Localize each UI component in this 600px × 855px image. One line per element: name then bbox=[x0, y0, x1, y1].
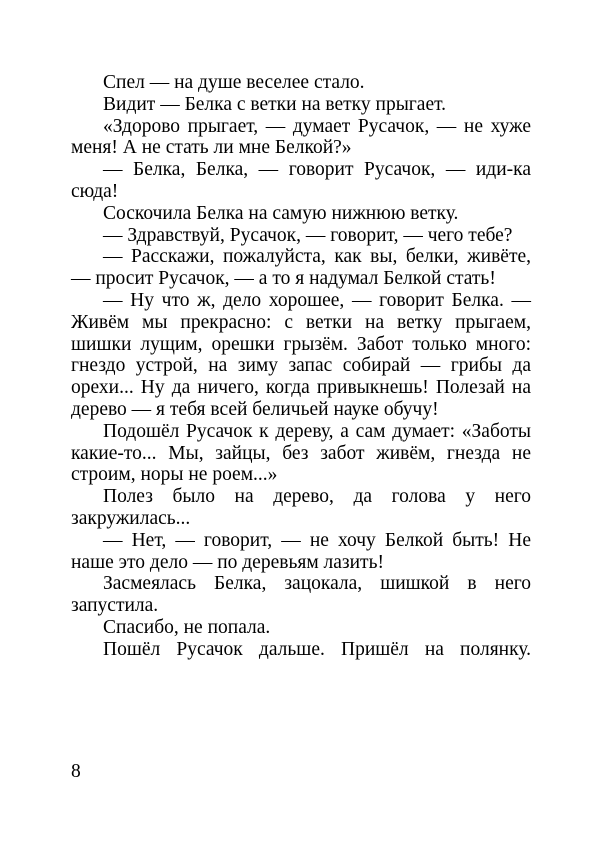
paragraph: Соскочила Белка на самую нижнюю ветку. bbox=[103, 202, 459, 224]
paragraph: — Ну что ж, дело хорошее, — говорит Белка. — Живём мы прекрасно: с ветки на ветку прыгаем, шишки лущим, орешки грызём. Забот только много: гнездо устрой, на зиму запас собирай — грибы да орехи... Ну да ничего, когда привыкнешь! Полезай на дерево — я тебя всей беличьей науке обучу! bbox=[71, 289, 531, 420]
paragraph: Подошёл Русачок к дереву, а сам думает: «Заботы какие-то... Мы, зайцы, без забот живём, гнезда не строим, норы не роем...» bbox=[71, 420, 531, 486]
paragraph: Полез было на дерево, да голова у него закружилась... bbox=[71, 486, 531, 529]
paragraph: Засмеялась Белка, зацокала, шишкой в него запустила. bbox=[71, 573, 531, 617]
page-number: 8 bbox=[71, 761, 81, 782]
paragraph: — Здравствуй, Русачок, — говорит, — чего тебе? bbox=[103, 224, 513, 246]
book-page-text bbox=[71, 72, 531, 661]
paragraph: — Нет, — говорит, — не хочу Белкой быть! Не наше это дело — по деревьям лазить! bbox=[71, 529, 531, 573]
paragraph: Спел — на душе веселее стало. bbox=[103, 72, 365, 93]
paragraph: Спасибо, не попала. bbox=[103, 616, 271, 638]
paragraph: — Расскажи, пожалуйста, как вы, белки, живёте, — просит Русачок, — а то я надумал Белкой стать! bbox=[71, 246, 531, 290]
paragraph: Видит — Белка с ветки на ветку прыгает. bbox=[103, 93, 447, 115]
paragraph: — Белка, Белка, — говорит Русачок, — иди-ка сюда! bbox=[71, 159, 531, 202]
paragraph: «Здорово прыгает, — думает Русачок, — не хуже меня! А не стать ли мне Белкой?» bbox=[71, 115, 531, 159]
paragraph: Пошёл Русачок дальше. Пришёл на полянку. bbox=[103, 638, 531, 660]
